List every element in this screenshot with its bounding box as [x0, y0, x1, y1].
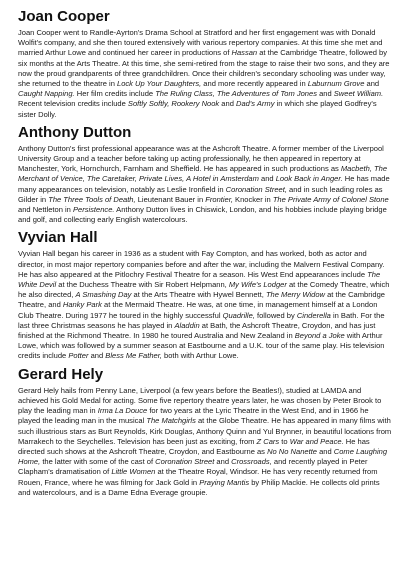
bio-text-run: at the Theatre Royal, Windsor. He has very recently returned from Rouen, France, where he was filming for Jack Gold in — [18, 467, 378, 487]
bio-text-run: Joan Cooper went to Randle-Ayrton's Drama School at Stratford and her first engagement was with Donald Wolfit's company, and she then toured extensively with various repertory companies. At this time she met and married Arthur Lowe and continued her career in productions of — [18, 28, 383, 58]
bio-text-run: by Philip Mackie. He collects old prints and watercolours, and is a Dame Edna Everage groupie. — [18, 477, 380, 497]
work-title: Hassan — [231, 48, 258, 58]
work-title: Persistence. — [72, 205, 115, 215]
work-title: Irma La Douce — [97, 406, 148, 416]
bio-text-run: in which she played Godfrey's sister Dolly. — [18, 99, 377, 119]
bio-text-run: Vyvian Hall began his career in 1936 as a student with Fay Compton, and has worked, both as actor and director, in most major repertory companies before and after the war, including the Malvern Festival Company. He has also appeared at the Pitlochry Festival Theatre for a season. His West End appearances include — [18, 249, 385, 279]
work-title: Macbeth, The Merchant of Venice, The Caretaker, Private Lives, A Hotel in Amsterdam — [18, 164, 388, 184]
work-title: Softly Softly, Rookery Nook — [127, 99, 220, 109]
bio-text-run: Anthony Dutton lives in Chiswick, London, and his hobbies include playing bridge and golf, and collecting early English watercolours. — [18, 205, 387, 225]
work-title: A Smashing Day — [75, 290, 132, 300]
bio-name: Gerard Hely — [18, 365, 104, 383]
work-title: Quadrille, — [222, 310, 255, 320]
bio-joan-cooper — [18, 8, 392, 120]
work-title: Praying Mantis — [199, 477, 250, 487]
bio-text — [18, 249, 392, 361]
bio-text-run: at the Comedy Theatre, which he also directed, — [18, 280, 390, 300]
bio-text-run: Gerard Hely hails from Penny Lane, Liverpool (a few years before the Beatles!), studied at LAMDA and achieved his Gold Medal for acting. Some five repertory theatre years later, he was chosen by Peter Brook to play the leading man in — [18, 385, 382, 416]
work-title: No No Nanette — [267, 446, 317, 456]
work-title: Aladdin — [174, 320, 200, 330]
work-title: Come Laughing Home, — [18, 446, 388, 467]
bio-text-run: at the Cambridge Theatre, followed by six months at the Arts Theatre. At this time, she semi-retired from the stage to raise their two sons, and they are now the proud grandparents of three grandchildren. Once their children's secondary schooling was under way, she returned to the theatre in — [18, 48, 390, 89]
bio-anthony-dutton — [18, 124, 392, 226]
work-title: Bless Me Father, — [105, 351, 162, 361]
work-title: War and Peace. — [289, 436, 344, 446]
work-title: The Merry Widow — [265, 290, 325, 300]
bio-text-run: both with Arthur Lowe. — [161, 351, 239, 361]
bio-text-run: in Bath. For the last three Christmas seasons he has played in — [18, 310, 385, 330]
work-title: Laburnum Grove — [307, 79, 365, 89]
bio-gerard-hely — [18, 366, 392, 498]
bio-text-run: and in such leading roles as Gilder in — [18, 184, 383, 204]
work-title: Crossroads, — [231, 457, 272, 467]
work-title: Look Back in Anger. — [275, 174, 343, 184]
bio-vyvian-hall — [18, 229, 392, 361]
bio-text-run: Lieutenant Bauer in — [135, 194, 206, 204]
bio-text-run: and — [258, 174, 276, 184]
bio-text-run: at the Globe Theatre. He has appeared in many films with such illustrious stars as Burt Reynolds, Kirk Douglas, Anthony Quinn and Yul Brynner, in beautiful locations from Marrakech to the Seychelles. Television has been just as exciting, from — [18, 416, 392, 446]
bio-text — [18, 386, 392, 498]
bio-text-run: and — [219, 99, 236, 109]
bio-text-run: and Nettleton in — [18, 205, 73, 215]
bio-text-run: Knocker in — [232, 194, 273, 204]
work-title: Caught Napping. — [18, 89, 75, 99]
work-title: Z Cars — [256, 436, 280, 446]
bio-text-run: followed by — [254, 310, 297, 320]
bio-text-run: to — [279, 436, 290, 446]
bio-text-run: at the Cambridge Theatre, and — [18, 290, 385, 310]
work-title: Dad's Army — [236, 99, 275, 109]
bio-text-run: and — [88, 351, 106, 361]
bio-name: Vyvian Hall — [18, 229, 98, 247]
bio-text-run: at the Mermaid Theatre. He was, at one time, in management himself at a London Club Theatre. During 1977 he toured in the highly successful — [18, 300, 378, 320]
bio-text-run: with Arthur Lowe, which was followed by a summer season at Eastbourne and a U.K. tour of the same play. His television credits include — [18, 331, 385, 361]
bio-text-run: and — [214, 457, 232, 467]
bio-name: Anthony Dutton — [18, 123, 132, 141]
bio-text-run: the latter with some of the cast of — [40, 457, 156, 467]
bio-text-run: He has made many appearances on television, notably as Leslie Ironfield in — [18, 174, 390, 194]
bio-text-run: at the Arts Theatre with Hywel Bennett, — [131, 290, 266, 300]
bio-text-run: and recently played in Peter Clapham's dramatisation of — [18, 457, 368, 477]
bio-text-run: He has directed such shows at the Ashcroft Theatre, Croydon, and Eastbourne as — [18, 436, 370, 456]
work-title: The Private Army of Colonel Stone — [272, 194, 389, 204]
bio-text — [18, 144, 392, 226]
bio-text-run: at the Duchess Theatre with Sir Robert Helpmann, — [56, 280, 229, 290]
bio-text-run: and — [316, 89, 334, 99]
bio-text-run: Anthony Dutton's first professional appearance was at the Ashcroft Theatre. A former member of the Liverpool University Group and a teacher before taking up acting professionally, he then appeared in repertory at Manchester, York, Hornchurch, Farnham and Sheffield. He has appeared in such productions as — [18, 143, 384, 174]
work-title: Lock Up Your Daughters, — [117, 79, 202, 89]
work-title: My Wife's Lodger — [228, 280, 287, 290]
work-title: Little Women — [111, 467, 156, 477]
bio-text-run: Her film credits include — [74, 89, 156, 99]
work-title: Frontier, — [205, 194, 233, 204]
bio-text-run: Recent television credits include — [18, 99, 128, 109]
work-title: Sweet William. — [333, 89, 384, 99]
work-title: The Ruling Class, The Adventures of Tom Jones — [155, 89, 317, 99]
work-title: Coronation Street, — [225, 184, 287, 194]
work-title: Cinderella — [296, 310, 331, 320]
work-title: The White Devil — [18, 269, 381, 290]
work-title: Beyond a Joke — [294, 331, 345, 341]
work-title: The Matchgirls — [146, 416, 196, 426]
bio-text — [18, 28, 392, 120]
work-title: Coronation Street — [155, 457, 215, 467]
bio-text-run: and more recently appeared in — [201, 79, 308, 89]
bio-text-run: and — [316, 446, 334, 456]
bio-text-run: and — [364, 79, 380, 89]
work-title: Potter — [68, 351, 89, 361]
work-title: Hanky Park — [62, 300, 102, 310]
bio-text-run: for two years at the Lyric Theatre in the West End, and in 1966 he played the leading man in the musical — [18, 406, 369, 426]
bio-name: Joan Cooper — [18, 8, 110, 25]
bio-text-run: at Bath, the Ashcroft Theatre, Croydon, and has just finished at the Richmond Theatre. In 1980 he toured Australia and New Zealand in — [18, 320, 376, 341]
work-title: The Three Tools of Death, — [48, 194, 136, 204]
